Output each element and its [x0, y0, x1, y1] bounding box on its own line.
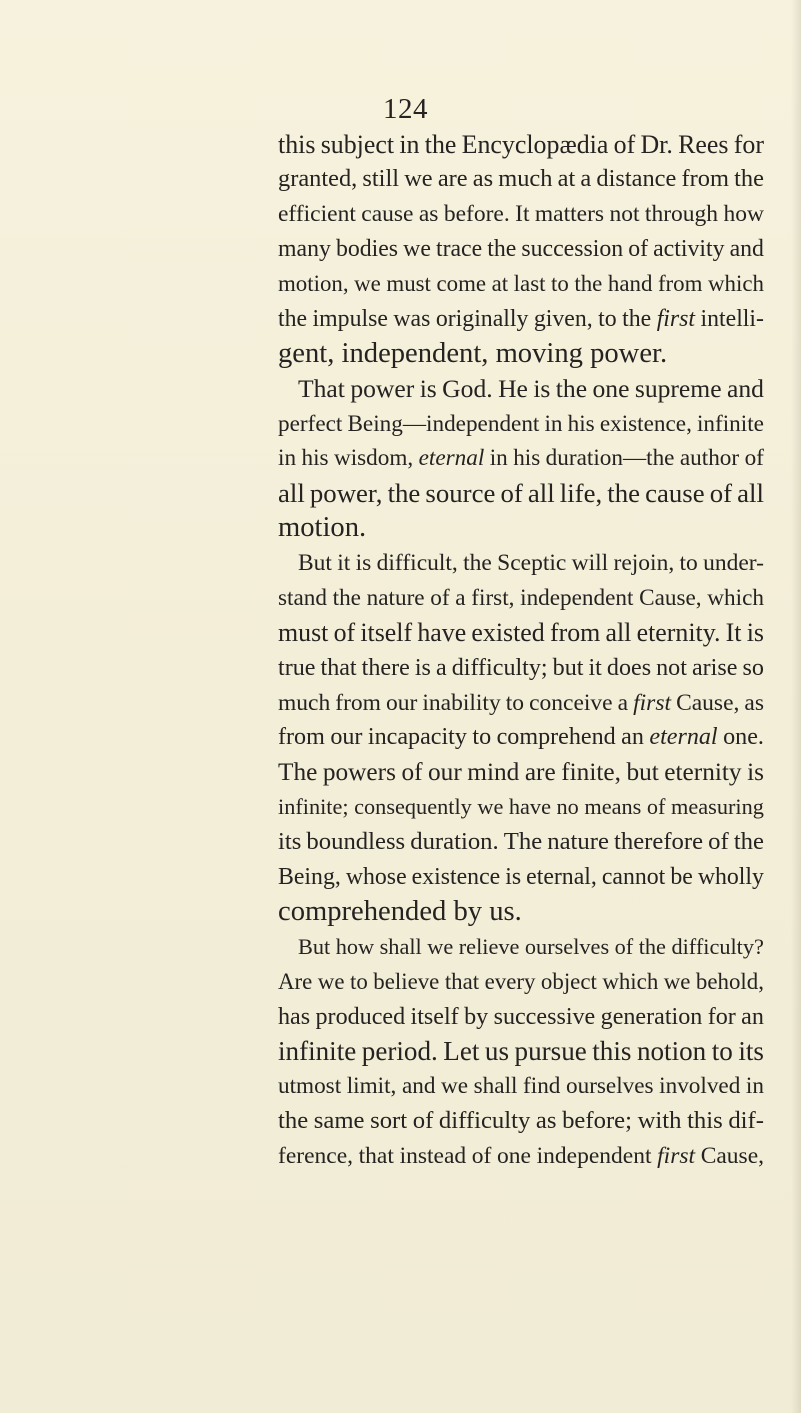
word: from: [335, 690, 381, 716]
word: a: [617, 690, 629, 716]
word: independent: [520, 585, 634, 611]
word: eternal,: [526, 864, 597, 890]
word: all: [605, 618, 632, 647]
word: much: [498, 165, 553, 192]
word: that: [320, 655, 357, 681]
word: was: [393, 306, 431, 332]
word: sort: [370, 1107, 408, 1134]
word: the: [622, 306, 652, 332]
word: not: [609, 201, 640, 227]
word: all: [278, 478, 305, 508]
word: it: [337, 550, 351, 576]
word: before.: [443, 201, 510, 227]
text-line: [278, 407, 764, 441]
word: difficulty: [438, 1107, 531, 1134]
word: has: [278, 1004, 311, 1030]
word: one: [497, 1143, 531, 1169]
word: which: [602, 969, 659, 994]
word: are: [437, 165, 468, 192]
word: Encyclopædia: [461, 130, 609, 159]
word: of: [471, 1143, 492, 1169]
word: same: [313, 1107, 365, 1134]
word: But: [298, 550, 332, 576]
word: in: [278, 445, 297, 471]
word: of: [430, 585, 450, 611]
word: to: [598, 306, 617, 332]
word: we: [477, 794, 504, 819]
word: believe: [373, 969, 440, 994]
word: to: [551, 271, 569, 296]
word: in: [745, 1073, 764, 1099]
word: independent: [536, 1143, 652, 1169]
word: source: [425, 478, 496, 508]
text-line: [298, 546, 764, 580]
word: Cause,: [700, 1143, 764, 1169]
text-line: motion.: [278, 512, 367, 543]
word: shall: [379, 934, 422, 959]
word: at: [557, 165, 576, 192]
word: but: [626, 758, 659, 786]
word: true: [278, 655, 316, 681]
text-line: [278, 1139, 764, 1173]
word: all: [527, 478, 555, 508]
word: nature: [366, 585, 425, 611]
word: to: [505, 690, 525, 716]
word: we: [403, 236, 431, 262]
word: The: [503, 828, 543, 855]
word: an: [741, 1004, 764, 1030]
word: life,: [559, 478, 603, 508]
word: its: [278, 828, 302, 855]
word: the: [734, 165, 764, 192]
word: to: [679, 550, 698, 576]
word: It: [725, 618, 742, 647]
word: power,: [309, 478, 383, 508]
word: and: [726, 374, 764, 403]
word: ourselves: [524, 934, 610, 959]
word: the: [638, 934, 666, 959]
word: is: [414, 655, 431, 681]
text-line: [298, 372, 764, 406]
word: is: [533, 374, 551, 403]
word: infinite;: [278, 794, 349, 819]
word: how: [723, 201, 764, 227]
word: of: [401, 758, 423, 786]
word: stand: [278, 585, 327, 611]
word: much: [278, 690, 331, 716]
word: limit,: [346, 1073, 397, 1099]
word: matters: [534, 201, 605, 227]
word: pursue: [514, 1036, 587, 1066]
word: to: [711, 1036, 733, 1066]
word: produced: [315, 1004, 406, 1030]
word: one.: [723, 724, 764, 750]
word: relieve: [458, 934, 520, 959]
text-line: [278, 860, 764, 894]
word: ference,: [278, 1143, 353, 1169]
text-line: [278, 441, 764, 475]
word: from: [278, 724, 325, 750]
word: difficult,: [376, 550, 458, 576]
word: the: [574, 271, 603, 296]
word: will: [571, 550, 609, 576]
word: supreme: [634, 374, 722, 403]
word: the: [387, 478, 421, 508]
word: ourselves: [566, 1073, 654, 1099]
word: nature: [547, 828, 609, 855]
word: are: [524, 758, 556, 786]
word: of: [614, 934, 634, 959]
word: notion: [636, 1036, 707, 1066]
word: every: [484, 969, 536, 994]
word: have: [508, 794, 551, 819]
word: but: [552, 655, 584, 681]
word: that: [444, 969, 480, 994]
word: duration—the: [545, 445, 675, 471]
word: instead: [399, 1143, 467, 1169]
word: as: [418, 201, 439, 227]
word: eternity: [664, 758, 742, 786]
word: Are: [278, 969, 313, 994]
word: no: [556, 794, 579, 819]
word: we: [404, 165, 433, 192]
word: have: [417, 618, 467, 647]
word: we: [354, 271, 381, 296]
text-line: [278, 616, 764, 650]
word: Let: [443, 1036, 480, 1066]
text-line: [278, 232, 764, 266]
word: behold,: [695, 969, 764, 994]
word: finite,: [561, 758, 621, 786]
word: efficient: [278, 201, 356, 227]
word: power: [350, 374, 415, 403]
word: Being—independent: [347, 411, 540, 437]
word: by: [464, 1004, 489, 1030]
word: generation: [600, 1004, 703, 1030]
word: his: [567, 411, 595, 437]
word: for: [707, 1004, 736, 1030]
word: an: [621, 724, 644, 750]
word: granted,: [278, 165, 358, 192]
word: of: [500, 478, 523, 508]
word: one: [592, 374, 630, 403]
word: we: [317, 969, 345, 994]
word: is: [355, 550, 372, 576]
word: existence: [411, 864, 501, 890]
word: therefore: [614, 828, 704, 855]
text-line-with-emphasis: [278, 720, 764, 754]
word: must: [278, 618, 329, 647]
text-line: [278, 651, 764, 685]
word: wholly: [697, 864, 764, 890]
word: with: [637, 1107, 682, 1134]
word: that: [358, 1143, 394, 1169]
word: involved: [659, 1073, 741, 1099]
word: object: [540, 969, 597, 994]
word: duration.: [410, 828, 499, 855]
word: wisdom,: [333, 445, 414, 471]
text-line: [278, 1069, 764, 1103]
word: trace: [435, 236, 483, 262]
word: first: [633, 690, 672, 716]
word: successive: [493, 1004, 596, 1030]
text-line: [278, 1000, 764, 1034]
word: a: [455, 585, 466, 611]
text-line: [278, 1104, 764, 1138]
word: our: [428, 758, 462, 786]
word: But: [298, 934, 331, 959]
word: the: [607, 478, 641, 508]
word: as: [744, 690, 764, 716]
word: a: [435, 655, 447, 681]
word: He: [498, 374, 528, 403]
word: It: [515, 201, 530, 227]
text-line-with-emphasis: [278, 686, 764, 720]
word: utmost: [278, 1073, 342, 1099]
word: subject: [320, 130, 395, 159]
word: last: [513, 271, 546, 296]
text-line: [278, 825, 764, 859]
word: of: [613, 130, 636, 159]
word: we: [441, 1073, 469, 1099]
word: still: [362, 165, 400, 192]
word: of: [412, 1107, 434, 1134]
word: how: [335, 934, 375, 959]
text-line: [278, 162, 764, 196]
text-line: [278, 267, 764, 301]
word: itself: [360, 618, 413, 647]
word: difficulty;: [451, 655, 548, 681]
text-line: [278, 302, 764, 336]
word: for: [733, 130, 764, 159]
word: of: [708, 828, 729, 855]
word: comprehend: [496, 724, 616, 750]
word: we: [663, 969, 691, 994]
word: there: [361, 655, 410, 681]
word: measuring: [671, 794, 764, 819]
word: mind: [467, 758, 520, 786]
word: all: [737, 478, 764, 508]
text-line: [278, 581, 764, 615]
word: of: [646, 794, 666, 819]
text-line: gent, independent, moving power.: [278, 338, 668, 369]
word: cannot: [601, 864, 666, 890]
word: distance: [596, 165, 677, 192]
word: be: [670, 864, 693, 890]
word: originally: [435, 306, 529, 332]
text-line: [278, 197, 764, 231]
word: us: [484, 1036, 510, 1066]
word: his: [513, 445, 541, 471]
word: at: [491, 271, 509, 296]
word: not: [656, 655, 687, 681]
word: come: [436, 271, 487, 296]
text-line: comprehended by us.: [278, 896, 522, 927]
word: perfect: [278, 411, 343, 437]
word: of: [744, 445, 764, 471]
word: Cause,: [639, 585, 702, 611]
word: powers: [322, 758, 396, 786]
word: Being,: [278, 864, 341, 890]
word: eternity.: [636, 618, 721, 647]
word: motion,: [278, 271, 349, 296]
word: must: [386, 271, 431, 296]
word: means: [584, 794, 642, 819]
word: succession: [521, 236, 624, 262]
word: this: [687, 1107, 723, 1134]
word: of: [709, 478, 733, 508]
word: the: [278, 306, 308, 332]
word: eternal: [649, 724, 718, 750]
word: before;: [562, 1107, 632, 1134]
word: difficulty?: [671, 934, 764, 959]
word: we: [427, 934, 454, 959]
word: the: [278, 1107, 309, 1134]
word: first,: [471, 585, 515, 611]
word: under-: [703, 550, 764, 576]
word: is: [419, 374, 437, 403]
word: intelli-: [700, 306, 764, 332]
word: arise: [691, 655, 738, 681]
word: which: [707, 271, 764, 296]
word: in: [489, 445, 508, 471]
word: Rees: [678, 130, 729, 159]
word: find: [523, 1073, 561, 1099]
word: Dr.: [640, 130, 673, 159]
word: our: [386, 690, 418, 716]
word: to: [472, 724, 492, 750]
word: shall: [473, 1073, 518, 1099]
text-line: [278, 476, 764, 510]
word: which: [707, 585, 764, 611]
word: many: [278, 236, 331, 262]
word: his: [301, 445, 329, 471]
word: of: [628, 236, 649, 262]
word: impulse: [312, 306, 388, 332]
word: our: [330, 724, 363, 750]
word: hand: [607, 271, 653, 296]
word: existed: [471, 618, 545, 647]
text-line: [278, 1034, 764, 1068]
text-line: [298, 930, 764, 964]
word: inability: [422, 690, 501, 716]
word: its: [738, 1036, 764, 1066]
word: from: [549, 618, 601, 647]
word: whose: [345, 864, 407, 890]
word: That: [298, 374, 345, 403]
word: bodies: [335, 236, 399, 262]
word: conceive: [529, 690, 613, 716]
word: the: [487, 236, 517, 262]
word: from: [657, 271, 703, 296]
word: is: [505, 864, 522, 890]
word: as: [472, 165, 494, 192]
word: in: [544, 411, 563, 437]
word: through: [644, 201, 719, 227]
word: activity: [653, 236, 725, 262]
word: the: [463, 550, 492, 576]
word: so: [742, 655, 764, 681]
word: rejoin,: [613, 550, 675, 576]
text-line: [278, 128, 764, 162]
word: the: [555, 374, 588, 403]
word: is: [747, 758, 764, 786]
word: of: [333, 618, 356, 647]
word: this: [592, 1036, 632, 1066]
word: Sceptic: [497, 550, 567, 576]
word: Cause,: [676, 690, 740, 716]
word: the: [332, 585, 361, 611]
word: the: [733, 828, 764, 855]
word: consequently: [354, 794, 472, 819]
word: to: [349, 969, 368, 994]
word: existence,: [599, 411, 692, 437]
word: infinite: [696, 411, 764, 437]
word: The: [278, 758, 318, 786]
word: is: [746, 618, 764, 647]
word: God.: [442, 374, 493, 403]
word: period.: [361, 1036, 438, 1066]
word: author: [679, 445, 740, 471]
word: first: [657, 1143, 696, 1169]
word: it: [588, 655, 602, 681]
text-line: [278, 790, 764, 824]
text-line: [278, 755, 764, 789]
text-line: [278, 965, 764, 999]
word: and: [729, 236, 764, 262]
word: cause: [361, 201, 414, 227]
word: given,: [533, 306, 593, 332]
word: the: [424, 130, 457, 159]
word: infinite: [278, 1036, 357, 1066]
page-number: 124: [383, 93, 428, 125]
word: itself: [410, 1004, 459, 1030]
word: boundless: [306, 828, 406, 855]
word: from: [681, 165, 729, 192]
word: first: [656, 306, 696, 332]
word: eternal: [418, 445, 485, 471]
word: a: [580, 165, 592, 192]
word: and: [401, 1073, 436, 1099]
word: this: [278, 130, 316, 159]
word: cause: [645, 478, 705, 508]
word: dif-: [728, 1107, 764, 1134]
word: in: [399, 130, 420, 159]
word: incapacity: [367, 724, 467, 750]
word: does: [606, 655, 652, 681]
word: as: [535, 1107, 557, 1134]
